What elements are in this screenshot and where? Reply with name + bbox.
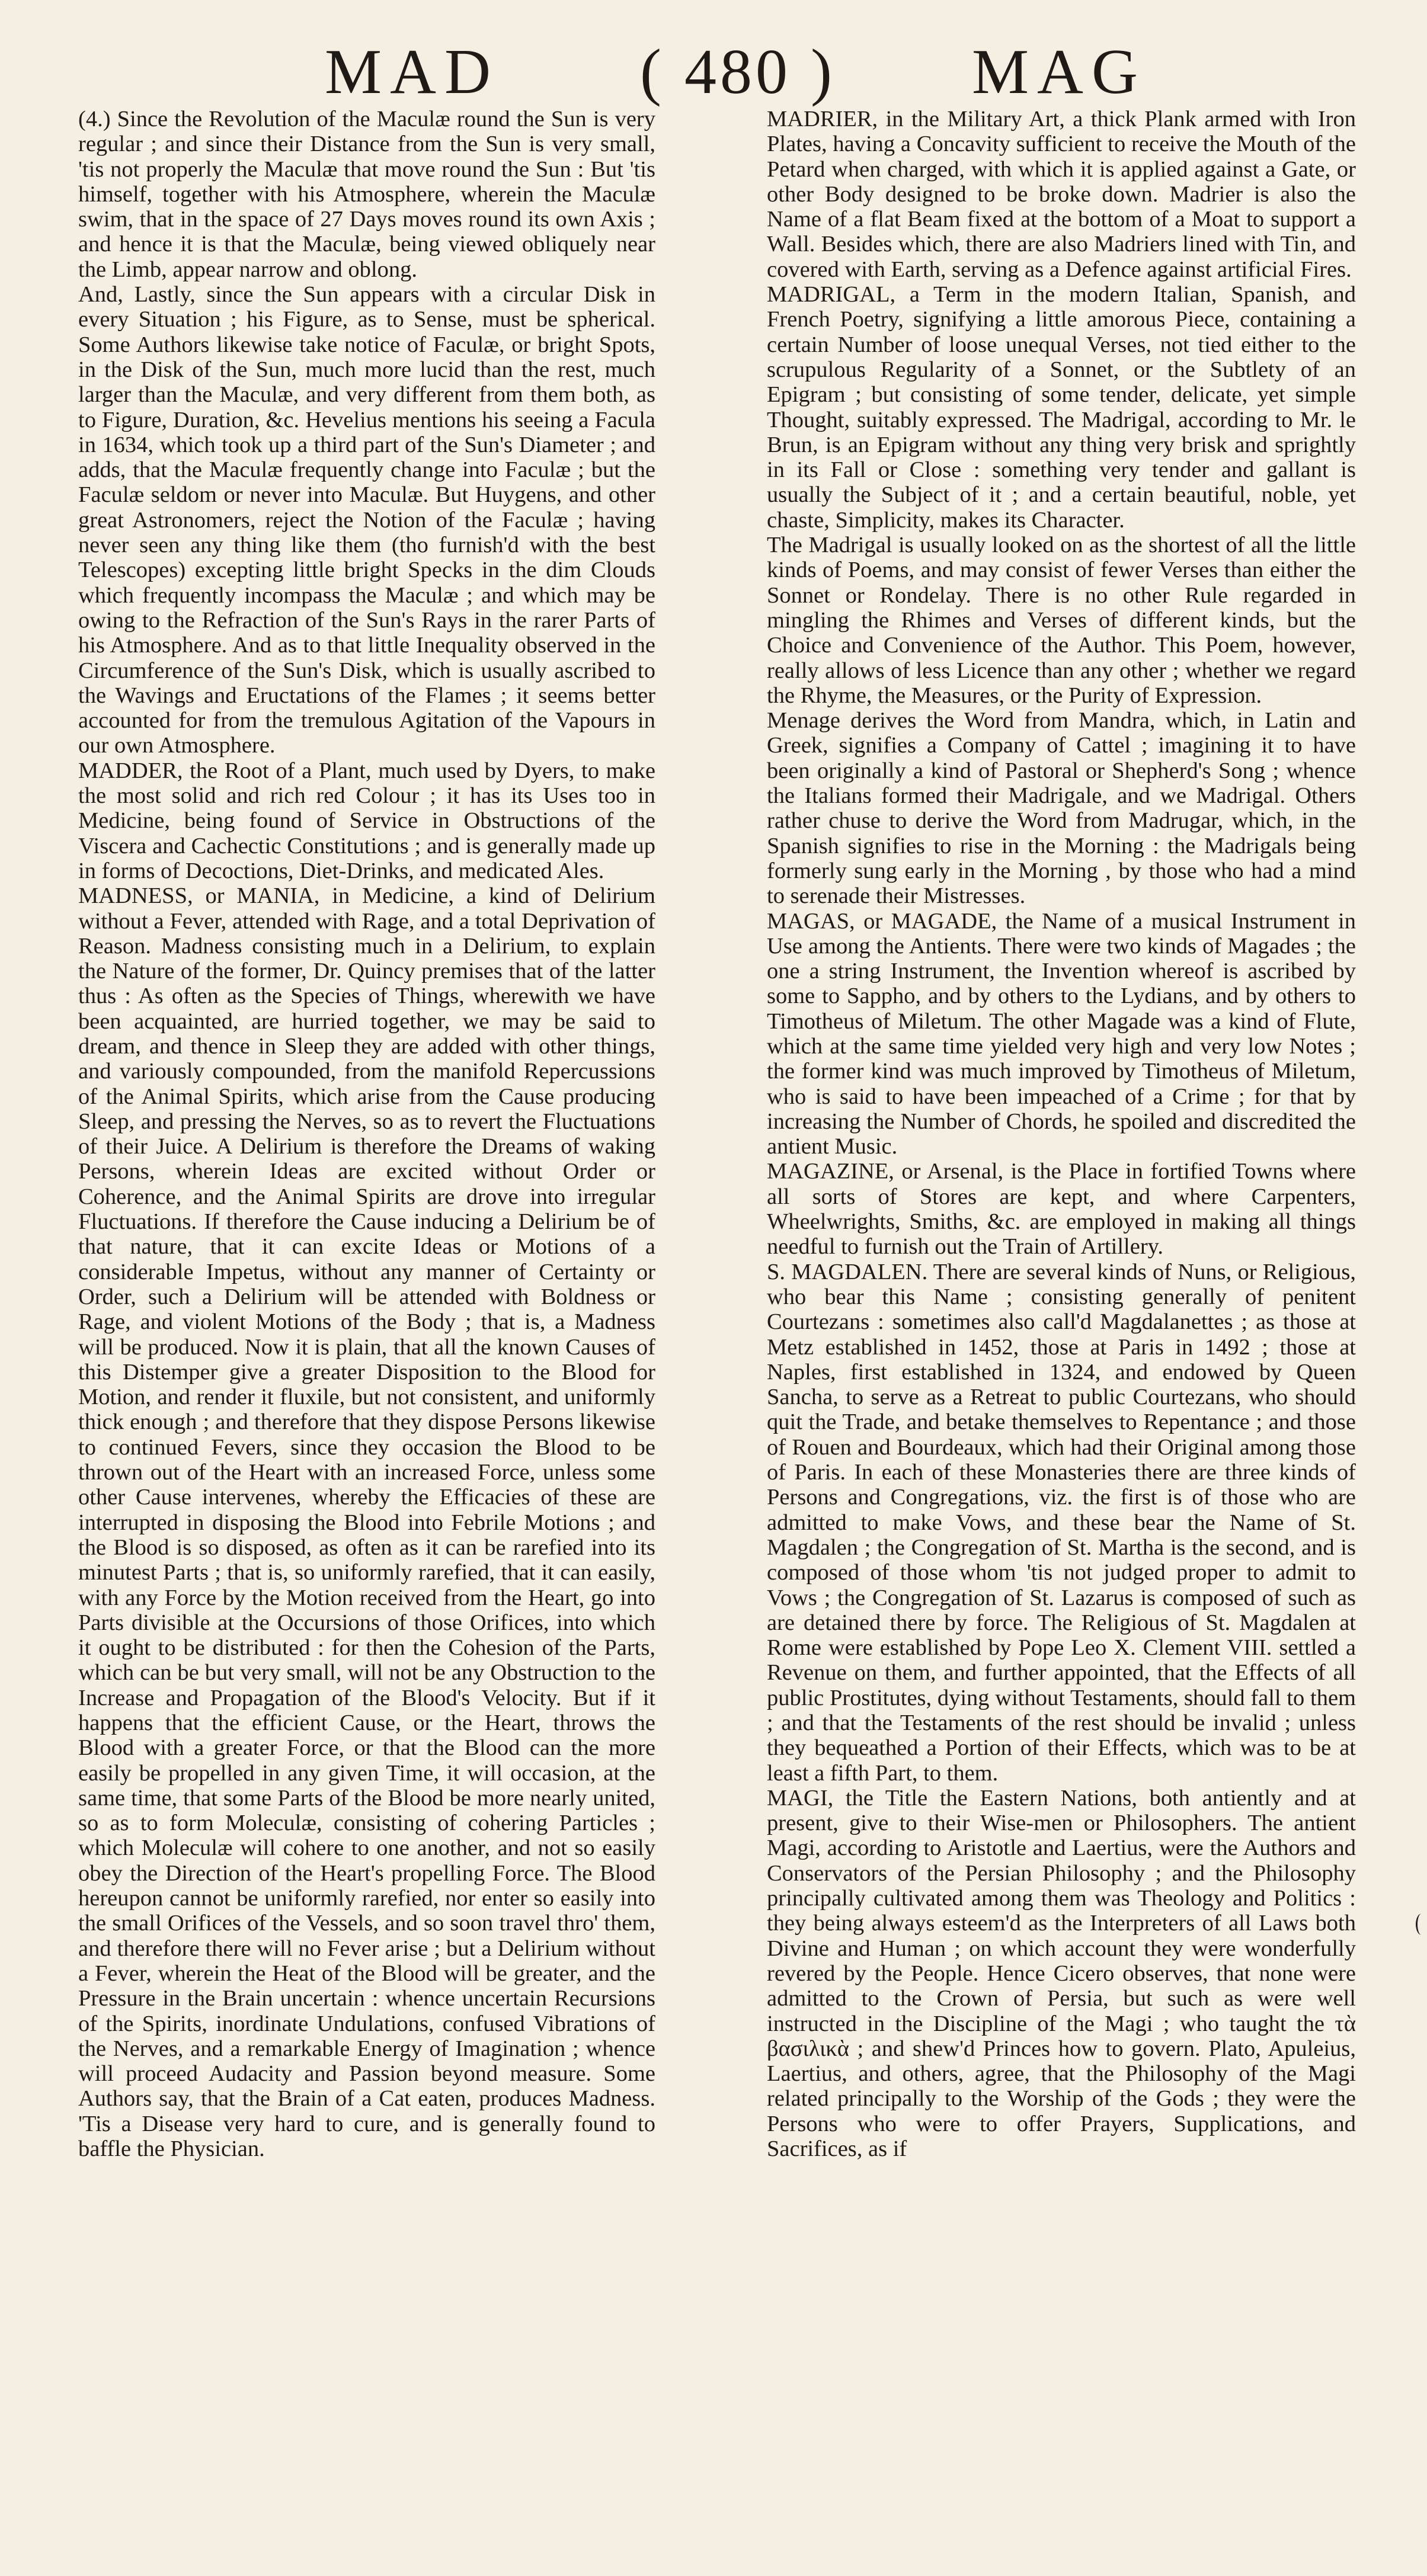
paragraph-faculae: And, Lastly, since the Sun appears with a circular Disk in every Situation ; his Figure, as to Sense, must be spherical. Some Authors likewise take notice of Faculæ, or bright Spots, in the Disk of the Sun, much more lucid than the rest, much larger than the Maculæ, and very different from them both, as to Figure, Duration, &c. Hevelius mentions his seeing a Facula in 1634, which took up a third part of the Sun's Diameter ; and adds, that the Maculæ frequently change into Faculæ ; but the Faculæ seldom or never into Maculæ. But Huygens, and other great Astronomers, reject the Notion of the Faculæ ; having never seen any thing like them (tho furnish'd with the best Telescopes) excepting little bright Specks in the dim Clouds which frequently incompass the Maculæ ; and which may be owing to the Refraction of the Sun's Rays in the rarer Parts of his Atmosphere. And as to that little Inequality observed in the Circumference of the Sun's Disk, which is usually ascribed to the Wavings and Eructations of the Flames ; it seems better accounted for from the tremulous Agitation of the Vapours in our own Atmosphere. <box>78 282 655 758</box>
entry-magdalen: S. MAGDALEN. There are several kinds of Nuns, or Religious, who bear this Name ; consisting generally of penitent Courtezans : sometimes also call'd Magdalanettes ; as those at Metz established in 1452, those at Paris in 1492 ; those at Naples, first established in 1324, and endowed by Queen Sancha, to serve as a Retreat to public Courtezans, who should quit the Trade, and betake themselves to Repentance ; and those of Rouen and Bourdeaux, which had their Original among those of Paris. In each of these Monasteries there are three kinds of Persons and Congregations, viz. the first is of those who are admitted to make Vows, and these bear the Name of St. Magdalen ; the Congregation of St. Martha is the second, and is composed of those whom 'tis not judged proper to admit to Vows ; the Congregation of St. Lazarus is composed of such as are detained there by force. The Religious of St. Magdalen at Rome were established by Pope Leo X. Clement VIII. settled a Revenue on them, and further appointed, that the Effects of all public Prostitutes, dying without Testaments, should fall to them ; and that the Testaments of the rest should be invalid ; unless they bequeathed a Portion of their Effects, which was to be at least a fifth Part, to them. <box>767 1259 1356 1786</box>
right-column <box>746 107 1356 2542</box>
paragraph-madrigal-rules: The Madrigal is usually looked on as the shortest of all the little kinds of Poems, and may consist of fewer Verses than either the Sonnet or Rondelay. There is no other Rule regarded in mingling the Rhimes and Verses of different kinds, but the Choice and Convenience of the Author. This Poem, however, really allows of less Licence than any other ; whether we regard the Rhyme, the Measures, or the Purity of Expression. <box>767 533 1356 708</box>
entry-madder: MADDER, the Root of a Plant, much used by Dyers, to make the most solid and rich red Colour ; it has its Uses too in Medicine, being found of Service in Obstructions of the Viscera and Cachectic Constitutions ; and is generally made up in forms of Decoctions, Diet-Drinks, and medicated Ales. <box>78 758 655 883</box>
header-right-guide-word: MAG <box>972 37 1147 107</box>
entry-magi: MAGI, the Title the Eastern Nations, both antiently and at present, give to their Wise-men or Philosophers. The antient Magi, according to Aristotle and Laertius, were the Authors and Conservators of the Persian Philosophy ; and the Philosophy principally cultivated among them was Theology and Politics : they being always esteem'd as the Interpreters of all Laws both Divine and Human ; on which account they were wonderfully revered by the People. Hence Cicero observes, that none were admitted to the Crown of Persia, but such as were well instructed in the Discipline of the Magi ; who taught the τὰ βασιλικὰ ; and shew'd Princes how to govern. Plato, Apuleius, Laertius, and others, agree, that the Philosophy of the Magi related principally to the Worship of the Gods ; they were the Persons who were to offer Prayers, Supplications, and Sacrifices, as if <box>767 1785 1356 2162</box>
entry-magas: MAGAS, or MAGADE, the Name of a musical Instrument in Use among the Antients. There were two kinds of Magades ; the one a string Instrument, the Invention whereof is ascribed by some to Sappho, and by others to the Lydians, and by others to Timotheus of Miletum. The other Magade was a kind of Flute, which at the same time yielded very high and very low Notes ; the former kind was much improved by Timotheus of Miletum, who is said to have been impeached of a Crime ; for that by increasing the Number of Chords, he spoiled and discredited the antient Music. <box>767 908 1356 1159</box>
left-column <box>57 107 655 2542</box>
entry-madrigal: MADRIGAL, a Term in the modern Italian, Spanish, and French Poetry, signifying a little amorous Piece, containing a certain Number of loose unequal Verses, not tied either to the scrupulous Regularity of a Sonnet, or the Subtlety of an Epigram ; but consisting of some tender, delicate, yet simple Thought, suitably expressed. The Madrigal, according to Mr. le Brun, is an Epigram without any thing very brisk and sprightly in its Fall or Close : something very tender and gallant is usually the Subject of it ; and a certain beautiful, noble, yet chaste, Simplicity, makes its Character. <box>767 282 1356 533</box>
header-left-guide-word: MAD <box>325 37 500 107</box>
entry-madness: MADNESS, or MANIA, in Medicine, a kind of Delirium without a Fever, attended with Rage, and a total Deprivation of Reason. Madness consisting much in a Delirium, to explain the Nature of the former, Dr. Quincy premises that of the latter thus : As often as the Species of Things, wherewith we have been acquainted, are hurried together, we may be said to dream, and thence in Sleep they are added with other things, and variously compounded, from the manifold Repercussions of the Animal Spirits, which arise from the Cause producing Sleep, and pressing the Nerves, so as to revert the Fluctuations of their Juice. A Delirium is therefore the Dreams of waking Persons, wherein Ideas are excited without Order or Coherence, and the Animal Spirits are drove into irregular Fluctuations. If therefore the Cause inducing a Delirium be of that nature, that it can excite Ideas or Motions of a considerable Impetus, without any manner of Certainty or Order, such a Delirium will be attended with Boldness or Rage, and violent Motions of the Body ; that is, a Madness will be produced. Now it is plain, that all the known Causes of this Distemper give a greater Disposition to the Blood for Motion, and render it fluxile, but not consistent, and uniformly thick enough ; and therefore that they dispose Persons likewise to continued Fevers, since they occasion the Blood to be thrown out of the Heart with an increased Force, unless some other Cause intervenes, whereby the Efficacies of these are interrupted in disposing the Blood into Febrile Motions ; and the Blood is so disposed, as often as it can be rarefied into its minutest Parts ; that is, so uniformly rarefied, that it can easily, with any Force by the Motion received from the Heart, go into Parts divisible at the Occursions of those Orifices, into which it ought to be distributed : for then the Cohesion of the Parts, which can be but very small, will not be any Obstruction to the Increase and Propagation of the Blood's Velocity. But if it happens that the efficient Cause, or the Heart, throws the Blood with a greater Force, or that the Blood can the more easily be propelled in any given Time, it will occasion, at the same time, that some Parts of the Blood be more nearly united, so as to form Moleculæ, consisting of cohering Particles ; which Moleculæ will cohere to one another, and not so easily obey the Direction of the Heart's propelling Force. The Blood hereupon cannot be uniformly rarefied, nor enter so easily into the small Orifices of the Vessels, and so soon travel thro' them, and therefore there will no Fever arise ; but a Delirium without a Fever, wherein the Heat of the Blood will be greater, and the Pressure in the Brain uncertain : whence uncertain Recursions of the Spirits, inordinate Undulations, confused Vibrations of the Nerves, and a remarkable Energy of Imagination ; whence will proceed Audacity and Passion beyond measure. Some Authors say, that the Brain of a Cat eaten, produces Madness. 'Tis a Disease very hard to cure, and is generally found to baffle the Physician. <box>78 883 655 2162</box>
entry-magazine: MAGAZINE, or Arsenal, is the Place in fortified Towns where all sorts of Stores are kept, and where Carpenters, Wheelwrights, Smiths, &c. are employed in making all things needful to furnish out the Train of Artillery. <box>767 1159 1356 1260</box>
page-number: ( 480 ) <box>640 37 836 107</box>
entry-madrier: MADRIER, in the Military Art, a thick Plank armed with Iron Plates, having a Concavity sufficient to receive the Mouth of the Petard when charged, with which it is applied against a Gate, or other Body designed to be broke down. Madrier is also the Name of a flat Beam fixed at the bottom of a Moat to support a Wall. Besides which, there are also Madriers lined with Tin, and covered with Earth, serving as a Defence against artificial Fires. <box>767 107 1356 282</box>
paragraph-maculae-revolution: (4.) Since the Revolution of the Maculæ round the Sun is very regular ; and since their Distance from the Sun is very small, 'tis not properly the Maculæ that move round the Sun : But 'tis himself, together with his Atmosphere, wherein the Maculæ swim, that in the space of 27 Days moves round its own Axis ; and hence it is that the Maculæ, being viewed obliquely near the Limb, appear narrow and oblong. <box>78 107 655 282</box>
page-edge-mark <box>1416 1914 1427 1935</box>
paragraph-madrigal-etymology: Menage derives the Word from Mandra, which, in Latin and Greek, signifies a Company of Cattel ; imagining it to have been originally a kind of Pastoral or Shepherd's Song ; whence the Italians formed their Madrigale, and we Madrigal. Others rather chuse to derive the Word from Madrugar, which, in the Spanish signifies to rise in the Morning : the Madrigals being formerly sung early in the Morning , by those who had a mind to serenade their Mistresses. <box>767 708 1356 909</box>
